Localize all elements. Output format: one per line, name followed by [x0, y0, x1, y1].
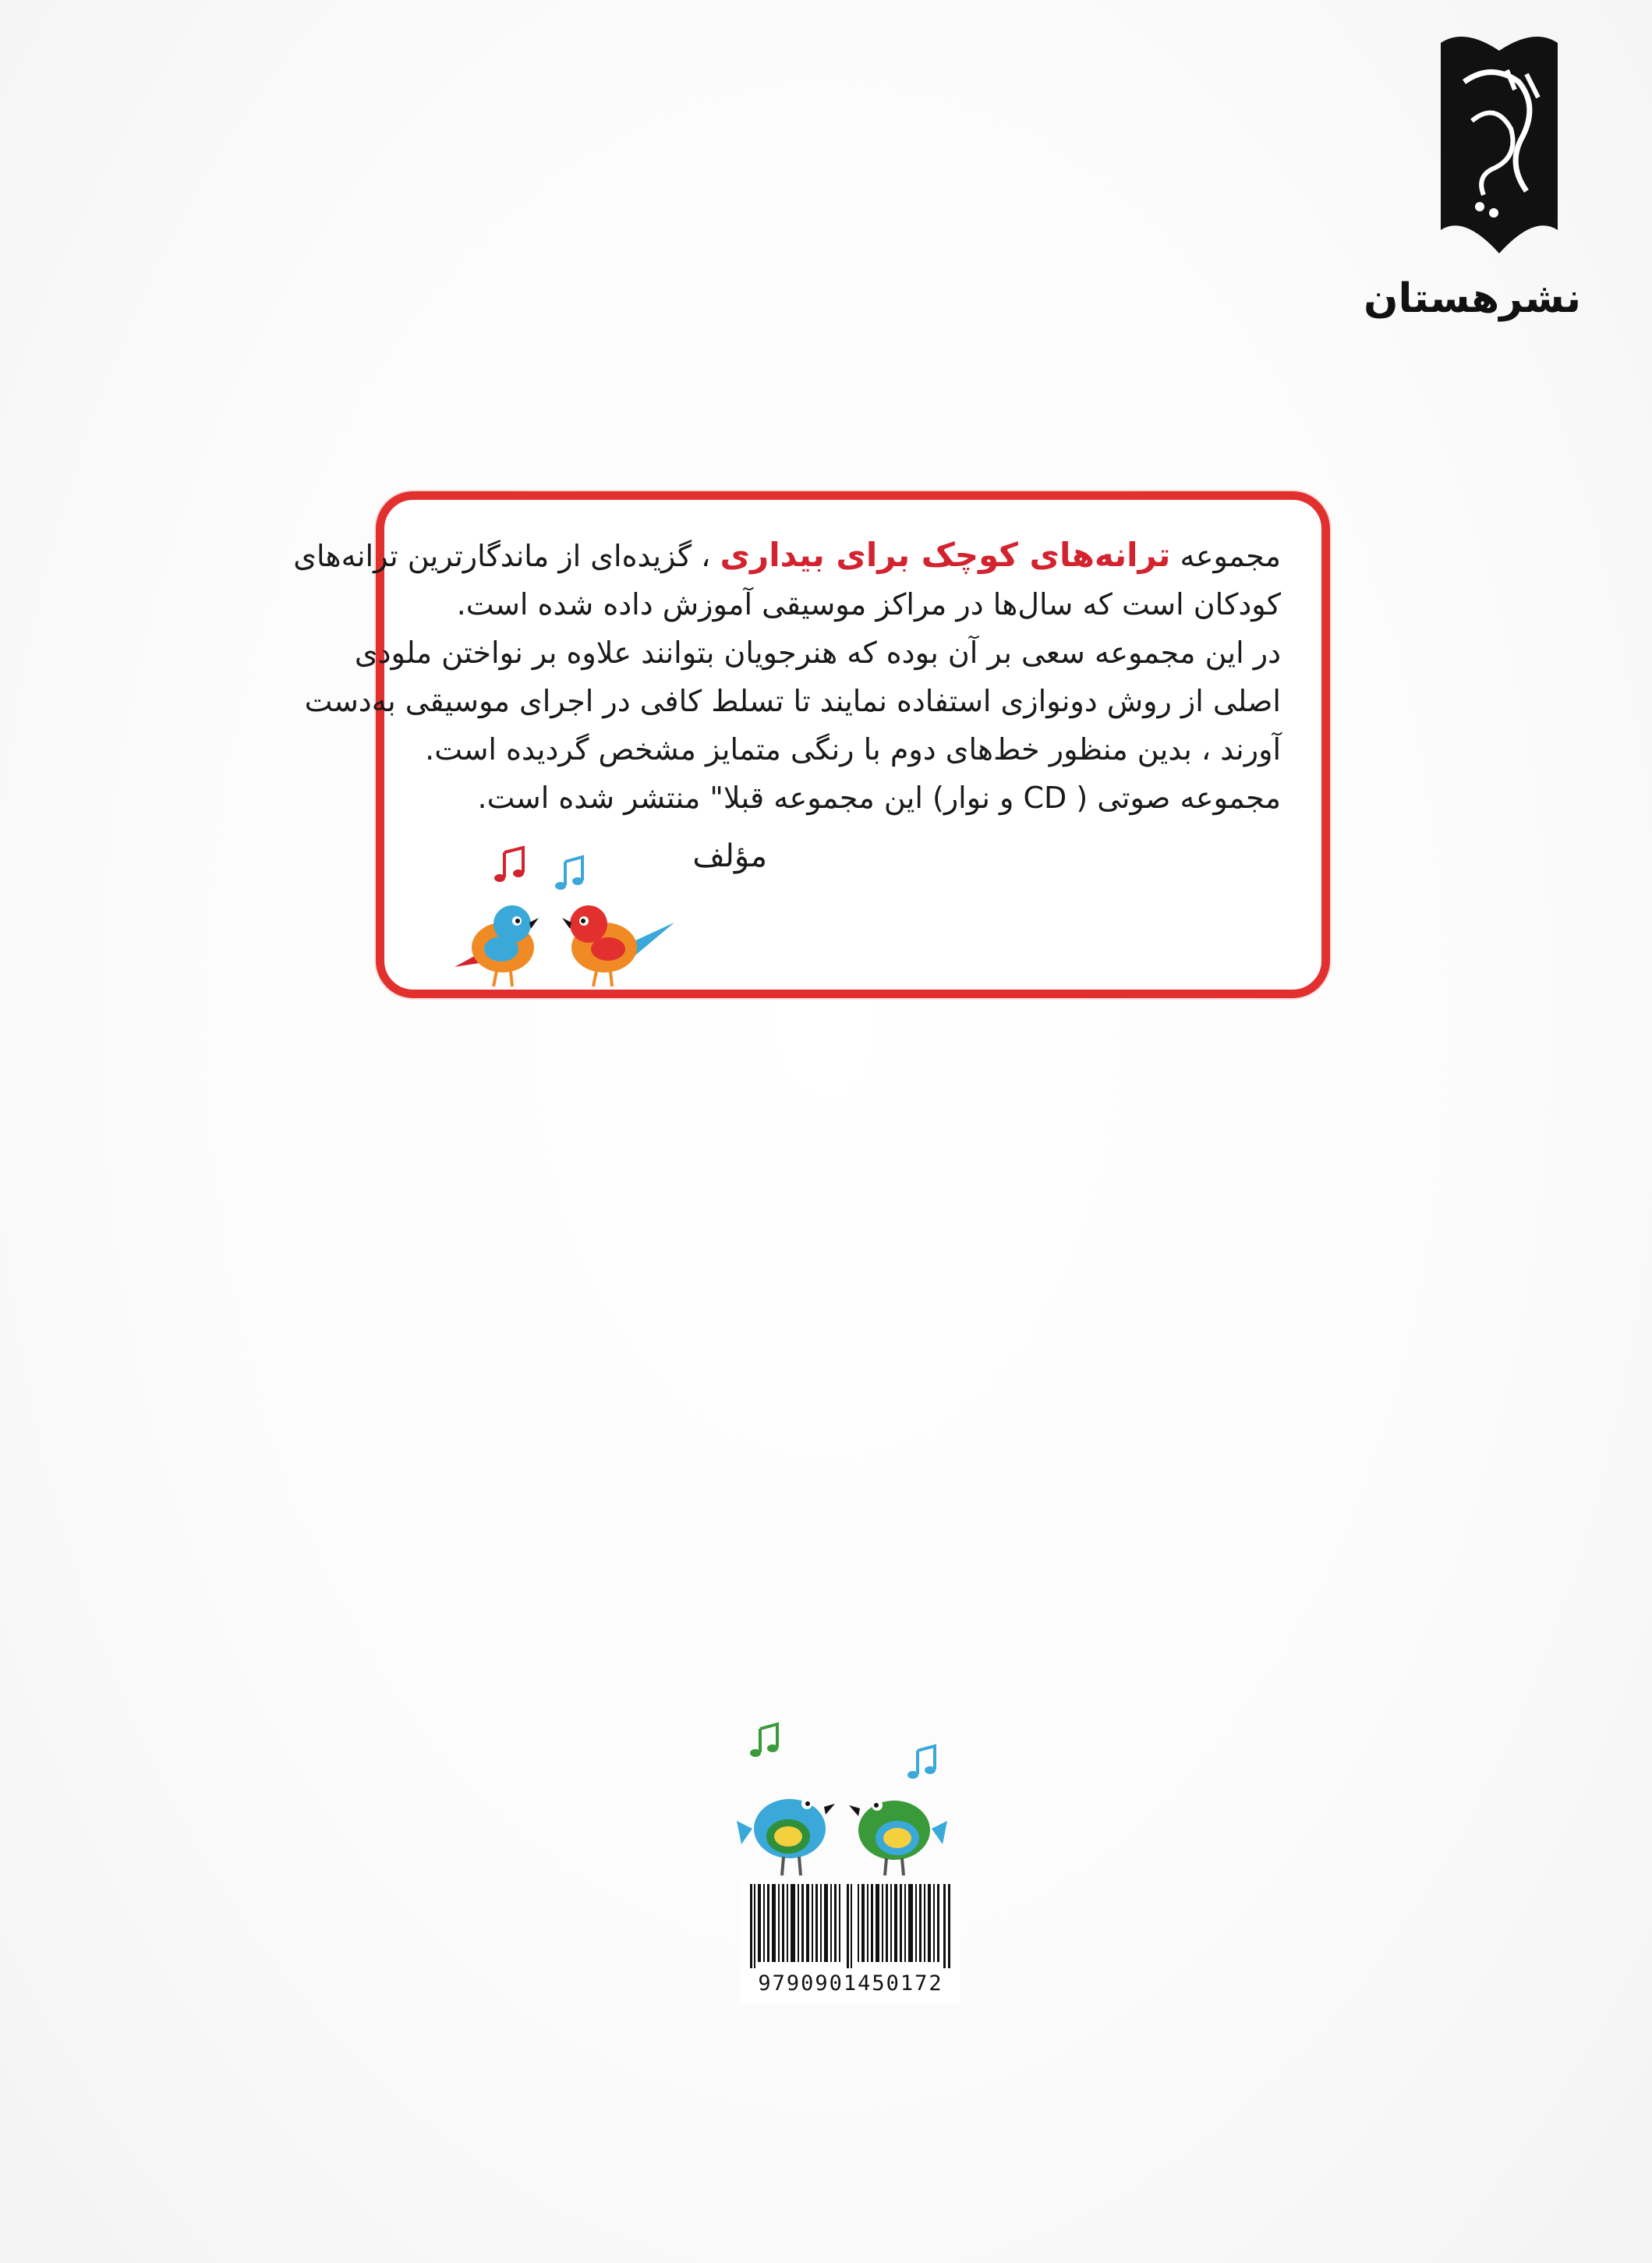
bird-green-icon — [849, 1800, 947, 1875]
intro-line-1-before: مجموعه — [1170, 539, 1281, 573]
intro-line-2: کودکان است که سال‌ها در مراکز موسیقی آموزش داده شده است. — [456, 587, 1281, 622]
music-note-red-icon — [494, 848, 524, 882]
bird-orange-icon — [562, 905, 674, 986]
barcode-bars-icon — [750, 1884, 951, 1968]
music-note-blue-icon — [555, 857, 583, 890]
publisher-logo-icon — [1433, 27, 1565, 261]
publisher-name: نشرهستان — [1364, 275, 1581, 322]
book-title: ترانه‌های کوچک برای بیداری — [720, 536, 1171, 574]
intro-line-4: اصلی از روش دونوازی استفاده نمایند تا تسلط کافی در اجرای موسیقی به‌دست — [304, 684, 1281, 718]
barcode-birds-illustration — [713, 1712, 971, 1891]
bird-blue-icon — [455, 905, 539, 986]
intro-line-6: مجموعه صوتی ( CD و نوار) این مجموعه قبلا" منتشر شده است. — [477, 781, 1281, 815]
intro-line-1-after: ، گزیده‌ای از ماندگارترین ترانه‌های — [293, 539, 720, 573]
music-note-blue-2-icon — [907, 1746, 936, 1779]
intro-line-3: در این مجموعه سعی بر آن بوده که هنرجویان بتوانند علاوه بر نواختن ملودی — [354, 636, 1281, 670]
barcode — [741, 1879, 960, 2004]
intro-text — [293, 531, 1281, 822]
publisher-logo — [1364, 27, 1581, 355]
singing-birds-illustration — [448, 830, 682, 994]
intro-line-1 — [293, 531, 1281, 580]
author-label: مؤلف — [692, 838, 767, 874]
bird-light-blue-icon — [737, 1798, 835, 1875]
barcode-number: 9790901450172 — [758, 1971, 943, 1996]
music-note-green-icon — [750, 1724, 778, 1757]
intro-line-5: آورند ، بدین منظور خط‌های دوم با رنگی متمایز مشخص گردیده است. — [425, 732, 1281, 767]
